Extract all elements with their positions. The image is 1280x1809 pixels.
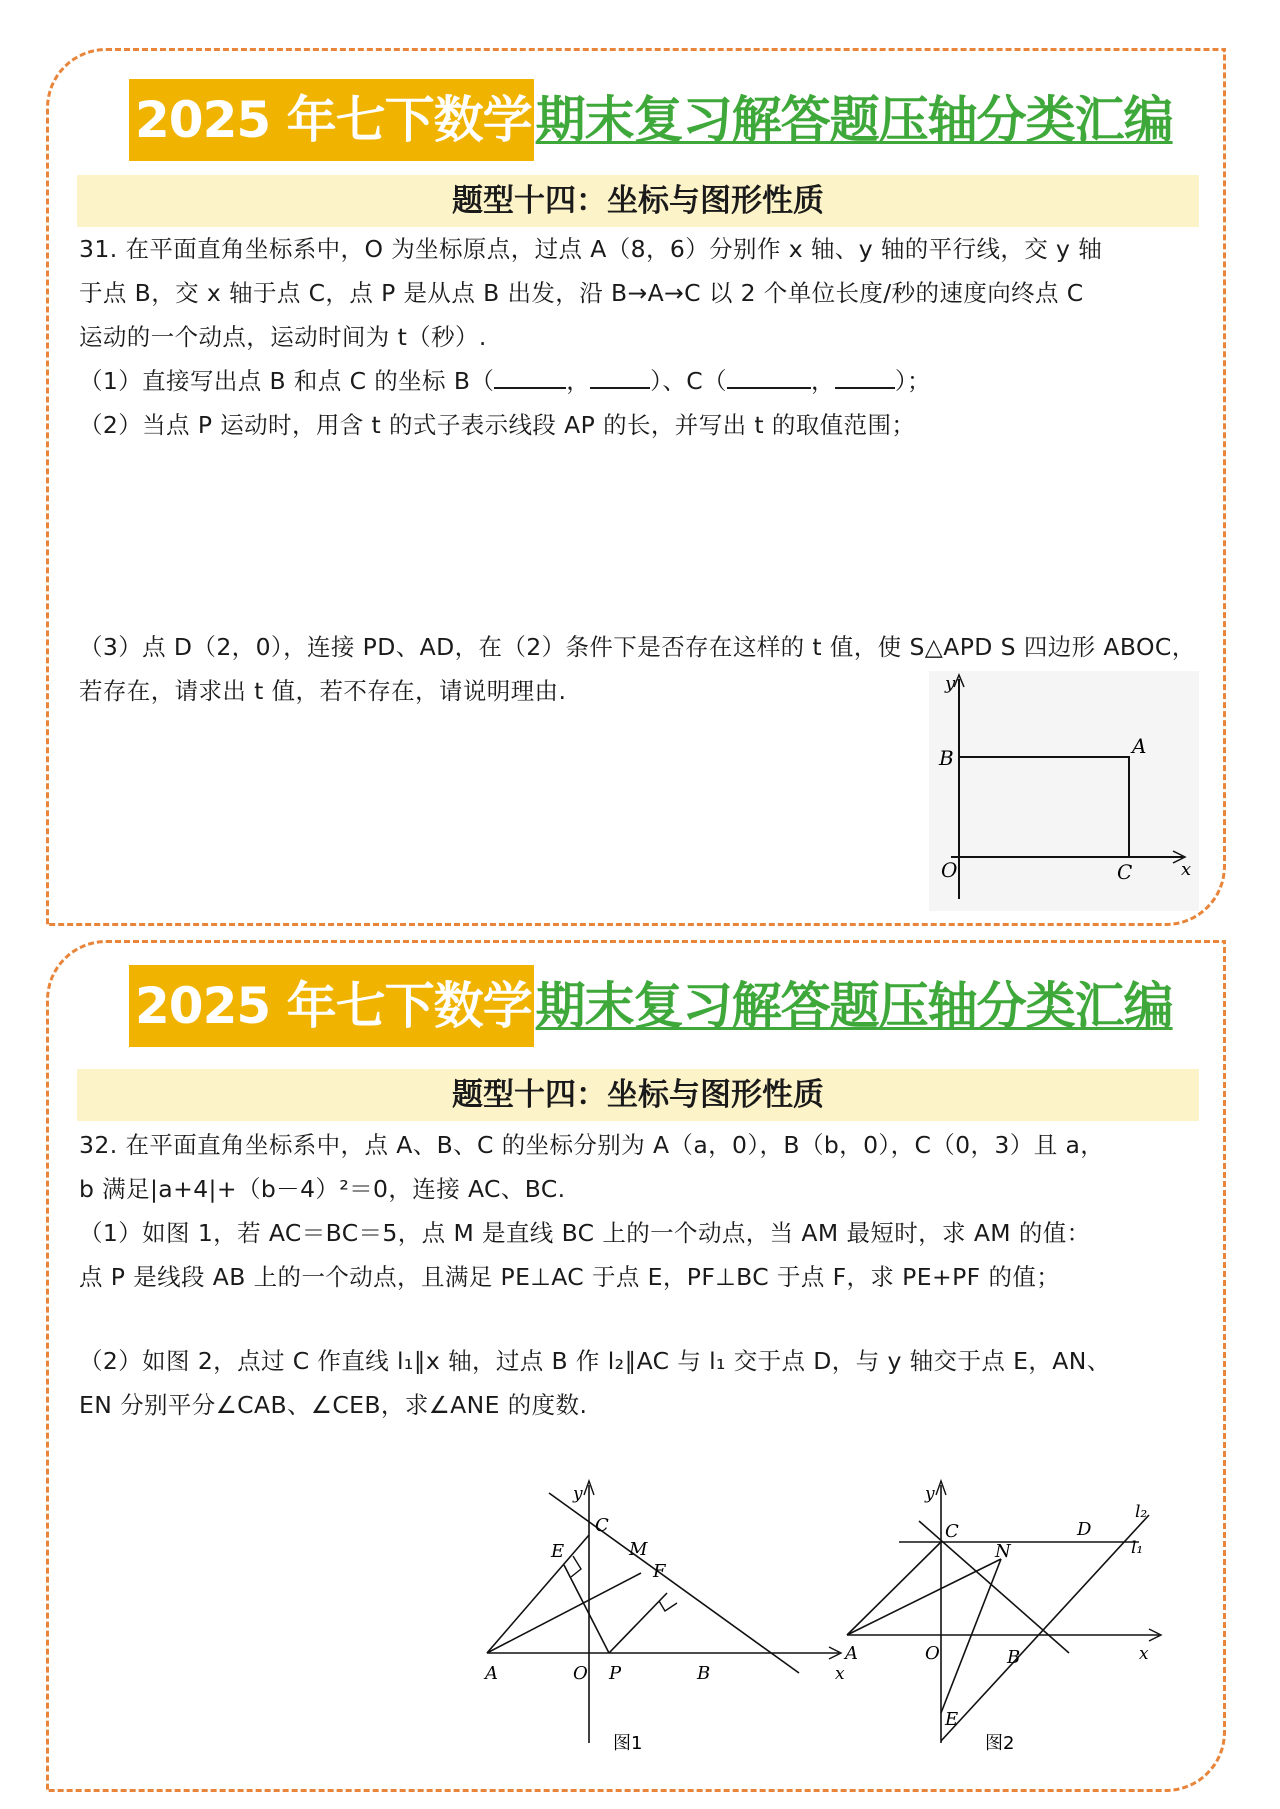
q31-part1-sep3: ， [810, 367, 835, 395]
banner-2 [129, 965, 1173, 1047]
label-B: B [697, 1663, 711, 1684]
segment-EN [941, 1559, 1001, 1713]
q31-part1-prefix: （1）直接写出点 B 和点 C 的坐标 B（ [79, 367, 495, 395]
label-F: F [653, 1561, 666, 1582]
banner [129, 79, 1173, 161]
figure-2-caption: 图2 [985, 1733, 1015, 1754]
banner-year-title: 2025 年七下数学 [129, 79, 534, 161]
banner-year-title: 2025 年七下数学 [129, 965, 534, 1047]
q31-part1-sep2: ）、C（ [650, 367, 727, 395]
q31-part2: （2）当点 P 运动时，用含 t 的式子表示线段 AP 的长，并写出 t 的取值范围； [79, 411, 916, 439]
answer-blank-cx[interactable] [727, 363, 811, 389]
q32-part2-line2: EN 分别平分∠CAB、∠CEB，求∠ANE 的度数. [79, 1391, 588, 1419]
answer-blank-cy[interactable] [835, 363, 895, 389]
label-A: A [485, 1663, 498, 1684]
segment-AC [487, 1535, 589, 1653]
q32-part2-line1: （2）如图 2，点过 C 作直线 l₁∥x 轴，过点 B 作 l₂∥AC 与 l₁ 交于点 D，与 y 轴交于点 E，AN、 [79, 1347, 1111, 1375]
label-A: A [1132, 734, 1147, 758]
q32-figure-1 [485, 1473, 859, 1763]
label-P: P [609, 1663, 622, 1684]
label-O: O [573, 1663, 588, 1684]
label-M: M [629, 1539, 648, 1560]
right-angle-F [659, 1601, 677, 1611]
answer-blank-by[interactable] [590, 363, 650, 389]
label-E: E [945, 1709, 959, 1730]
segment-AM [487, 1573, 641, 1653]
label-x: x [1139, 1644, 1149, 1664]
line-BC [549, 1493, 799, 1673]
answer-blank-bx[interactable] [494, 363, 566, 389]
q32-part1-line2: 点 P 是线段 AB 上的一个动点，且满足 PE⊥AC 于点 E，PF⊥BC 于点 F，求 PE+PF 的值； [79, 1263, 1061, 1291]
label-E: E [551, 1541, 565, 1562]
segment-PF [609, 1593, 667, 1653]
label-C: C [1117, 860, 1133, 884]
label-O: O [925, 1643, 940, 1664]
label-l2: l₂ [1135, 1502, 1148, 1522]
q31-part1-sep1: ， [566, 367, 591, 395]
label-N: N [995, 1541, 1011, 1562]
label-C: C [595, 1515, 609, 1536]
problem-card-31 [46, 48, 1226, 926]
q31-line3: 运动的一个动点，运动时间为 t（秒）. [79, 323, 487, 351]
question-32-text [79, 1123, 1205, 1299]
section-title-2: 题型十四：坐标与图形性质 [77, 1069, 1199, 1121]
section-title: 题型十四：坐标与图形性质 [77, 175, 1199, 227]
label-A: A [845, 1643, 858, 1664]
segment-AC [847, 1542, 941, 1635]
label-y: y [573, 1484, 583, 1504]
banner-topic-title: 期末复习解答题压轴分类汇编 [535, 977, 1173, 1035]
label-B: B [939, 746, 954, 770]
question-31-text [79, 227, 1205, 447]
figure-1-caption: 图1 [613, 1733, 643, 1754]
q32-part1-line1: （1）如图 1，若 AC＝BC＝5，点 M 是直线 BC 上的一个动点，当 AM 最短时，求 AM 的值： [79, 1219, 1091, 1247]
banner-topic-title: 期末复习解答题压轴分类汇编 [535, 91, 1173, 149]
q31-part3-line2: 若存在，请求出 t 值，若不存在，请说明理由. [79, 677, 567, 705]
label-x: x [1181, 859, 1192, 880]
label-x: x [835, 1664, 845, 1684]
q31-part3-line1: （3）点 D（2，0），连接 PD、AD，在（2）条件下是否存在这样的 t 值，使 S△APD S 四边形 ABOC， [79, 633, 1196, 661]
q31-line1: 31. 在平面直角坐标系中，O 为坐标原点，过点 A（8，6）分别作 x 轴、y 轴的平行线，交 y 轴 [79, 235, 1103, 263]
label-l1: l₁ [1131, 1538, 1144, 1558]
q32-line2: b 满足|a+4|+（b－4）²＝0，连接 AC、BC. [79, 1175, 566, 1203]
line-l2 [941, 1515, 1149, 1741]
label-y: y [925, 1484, 935, 1504]
q32-line1: 32. 在平面直角坐标系中，点 A、B、C 的坐标分别为 A（a，0），B（b，0），C（0，3）且 a， [79, 1131, 1105, 1159]
right-angle-E [571, 1556, 581, 1577]
q31-part1-suffix: ）； [894, 367, 931, 395]
q31-part1 [79, 359, 1205, 403]
label-y: y [945, 673, 956, 694]
q31-figure [929, 671, 1199, 911]
label-O: O [941, 858, 958, 882]
label-B: B [1007, 1647, 1021, 1668]
label-D: D [1077, 1519, 1092, 1540]
label-C: C [945, 1521, 959, 1542]
question-32-part2 [79, 1339, 1205, 1427]
problem-card-32 [46, 940, 1226, 1792]
q31-line2: 于点 B，交 x 轴于点 C，点 P 是从点 B 出发，沿 B→A→C 以 2 个单位长度/秒的速度向终点 C [79, 279, 1084, 307]
segment-AN [847, 1559, 1001, 1635]
q32-figure-2 [845, 1473, 1219, 1763]
